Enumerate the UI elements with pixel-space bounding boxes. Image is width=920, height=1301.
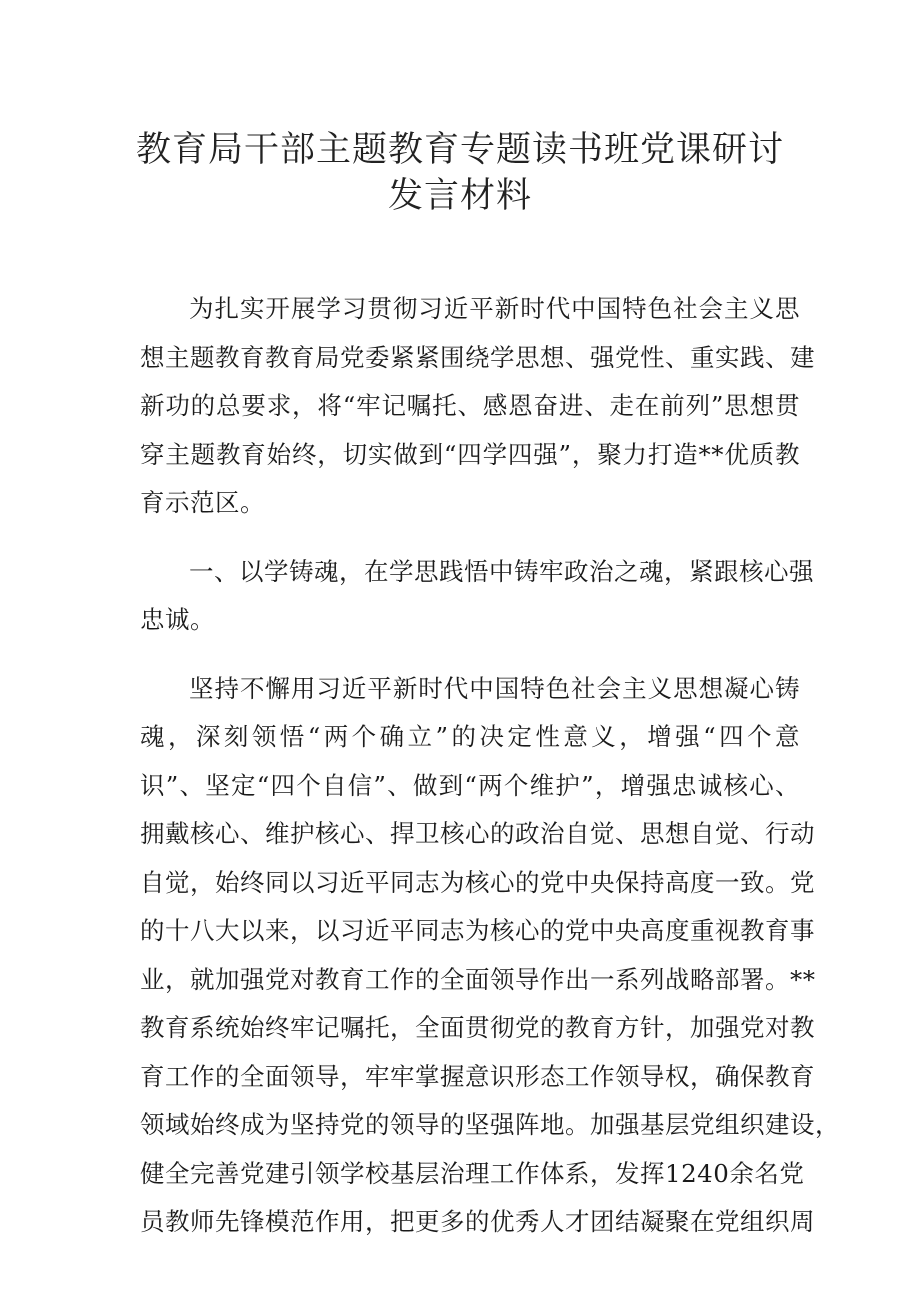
text-line: 育工作的全面领导，牢牢掌握意识形态工作领导权，确保教育 bbox=[140, 1061, 815, 1091]
paragraph-intro bbox=[140, 285, 815, 528]
document-title bbox=[100, 127, 820, 219]
text-line: 的十八大以来，以习近平同志为核心的党中央高度重视教育事 bbox=[140, 916, 815, 945]
paragraph-body bbox=[140, 665, 840, 1247]
text-line: 为扎实开展学习贯彻习近平新时代中国特色社会主义思 bbox=[189, 294, 800, 323]
text-line: 教育系统始终牢记嘱托，全面贯彻党的教育方针，加强党对教 bbox=[140, 1013, 815, 1042]
title-line: 发言材料 bbox=[387, 176, 532, 216]
heading-line: 一、以学铸魂，在学思践悟中铸牢政治之魂，紧跟核心强 bbox=[189, 556, 814, 586]
heading-line: 忠诚。 bbox=[140, 605, 215, 634]
text-line: 员教师先锋模范作用，把更多的优秀人才团结凝聚在党组织周 bbox=[140, 1207, 815, 1236]
document-body bbox=[140, 285, 840, 1247]
paragraph-gap bbox=[140, 645, 800, 665]
title-line: 教育局干部主题教育专题读书班党课研讨 bbox=[135, 130, 784, 170]
text-line: 魂，深刻领悟“两个确立”的决定性意义，增强“四个意 bbox=[140, 722, 800, 751]
text-line: 业，就加强党对教育工作的全面领导作出一系列战略部署。** bbox=[140, 964, 816, 994]
text-line: 拥戴核心、维护核心、捍卫核心的政治自觉、思想自觉、行动 bbox=[140, 819, 815, 848]
text-line: 健全完善党建引领学校基层治理工作体系，发挥1240余名党 bbox=[140, 1158, 805, 1188]
text-line: 育示范区。 bbox=[140, 488, 265, 517]
text-line: 领域始终成为坚持党的领导的坚强阵地。加强基层党组织建设， bbox=[140, 1110, 840, 1139]
paragraph-gap bbox=[140, 528, 800, 548]
section-heading-1 bbox=[140, 548, 814, 645]
text-line: 想主题教育教育局党委紧紧围绕学思想、强党性、重实践、建 bbox=[140, 342, 815, 372]
text-line: 新功的总要求，将“牢记嘱托、感恩奋进、走在前列”思想贯 bbox=[140, 391, 800, 420]
text-line: 自觉，始终同以习近平同志为核心的党中央保持高度一致。党 bbox=[140, 867, 815, 897]
text-line: 识”、坚定“四个自信”、做到“两个维护”，增强忠诚核心、 bbox=[140, 770, 800, 800]
text-line: 坚持不懈用习近平新时代中国特色社会主义思想凝心铸 bbox=[189, 673, 800, 703]
text-line: 穿主题教育始终，切实做到“四学四强”，聚力打造**优质教 bbox=[140, 439, 800, 469]
